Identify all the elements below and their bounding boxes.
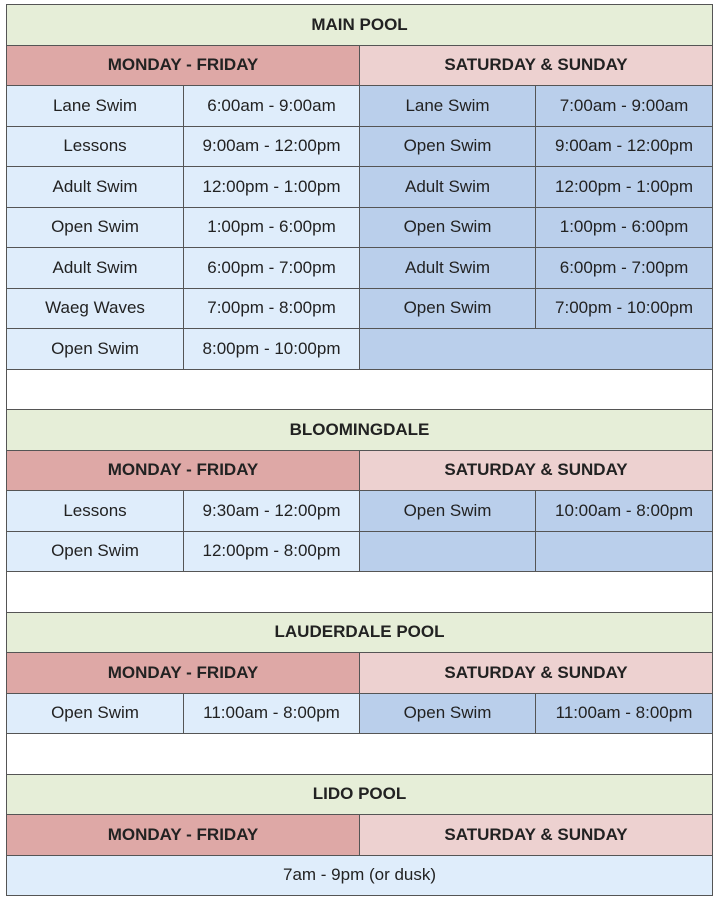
weekend-activity bbox=[360, 531, 536, 572]
weekday-time: 11:00am - 8:00pm bbox=[184, 693, 360, 734]
table-row bbox=[7, 288, 713, 329]
weekday-activity: Open Swim bbox=[7, 207, 184, 248]
weekend-activity: Open Swim bbox=[360, 288, 536, 329]
lido-hours: 7am - 9pm (or dusk) bbox=[7, 855, 713, 896]
table-row bbox=[7, 248, 713, 289]
weekday-activity: Adult Swim bbox=[7, 167, 184, 208]
table-row bbox=[7, 693, 713, 734]
lauderdale-title-row bbox=[7, 612, 713, 653]
spacer-cell bbox=[7, 734, 713, 775]
weekday-time: 7:00pm - 8:00pm bbox=[184, 288, 360, 329]
lauderdale-pool-title: LAUDERDALE POOL bbox=[7, 612, 713, 653]
weekend-time: 6:00pm - 7:00pm bbox=[536, 248, 713, 289]
bloomingdale-day-header-row bbox=[7, 450, 713, 491]
lauderdale-weekday-header: MONDAY - FRIDAY bbox=[7, 653, 360, 694]
section-spacer bbox=[7, 734, 713, 775]
weekend-activity: Adult Swim bbox=[360, 167, 536, 208]
weekday-time: 9:00am - 12:00pm bbox=[184, 126, 360, 167]
weekend-activity: Open Swim bbox=[360, 126, 536, 167]
weekday-activity: Adult Swim bbox=[7, 248, 184, 289]
pool-schedule-table bbox=[6, 4, 713, 896]
main-pool-title: MAIN POOL bbox=[7, 5, 713, 46]
weekday-time: 12:00pm - 8:00pm bbox=[184, 531, 360, 572]
table-row bbox=[7, 126, 713, 167]
weekend-activity: Open Swim bbox=[360, 693, 536, 734]
table-row bbox=[7, 86, 713, 127]
bloomingdale-title-row bbox=[7, 410, 713, 451]
weekend-time bbox=[536, 531, 713, 572]
weekday-activity: Open Swim bbox=[7, 693, 184, 734]
main-pool-weekday-header: MONDAY - FRIDAY bbox=[7, 45, 360, 86]
main-pool-day-header-row bbox=[7, 45, 713, 86]
table-row bbox=[7, 855, 713, 896]
bloomingdale-weekday-header: MONDAY - FRIDAY bbox=[7, 450, 360, 491]
table-row bbox=[7, 207, 713, 248]
weekday-time: 9:30am - 12:00pm bbox=[184, 491, 360, 532]
weekend-time: 7:00pm - 10:00pm bbox=[536, 288, 713, 329]
weekend-activity: Open Swim bbox=[360, 207, 536, 248]
lido-pool-title: LIDO POOL bbox=[7, 774, 713, 815]
table-row bbox=[7, 491, 713, 532]
table-row bbox=[7, 329, 713, 370]
weekday-time: 12:00pm - 1:00pm bbox=[184, 167, 360, 208]
weekday-activity: Waeg Waves bbox=[7, 288, 184, 329]
weekday-activity: Lessons bbox=[7, 491, 184, 532]
weekend-activity: Lane Swim bbox=[360, 86, 536, 127]
weekday-time: 1:00pm - 6:00pm bbox=[184, 207, 360, 248]
section-spacer bbox=[7, 572, 713, 613]
section-spacer bbox=[7, 369, 713, 410]
weekend-time: 10:00am - 8:00pm bbox=[536, 491, 713, 532]
spacer-cell bbox=[7, 572, 713, 613]
weekend-activity: Adult Swim bbox=[360, 248, 536, 289]
lido-weekday-header: MONDAY - FRIDAY bbox=[7, 815, 360, 856]
weekend-activity: Open Swim bbox=[360, 491, 536, 532]
weekday-activity: Open Swim bbox=[7, 329, 184, 370]
spacer-cell bbox=[7, 369, 713, 410]
weekday-activity: Lessons bbox=[7, 126, 184, 167]
main-pool-weekend-header: SATURDAY & SUNDAY bbox=[360, 45, 713, 86]
bloomingdale-title: BLOOMINGDALE bbox=[7, 410, 713, 451]
table-row bbox=[7, 531, 713, 572]
lido-weekend-header: SATURDAY & SUNDAY bbox=[360, 815, 713, 856]
weekday-activity: Open Swim bbox=[7, 531, 184, 572]
weekend-time: 11:00am - 8:00pm bbox=[536, 693, 713, 734]
table-row bbox=[7, 167, 713, 208]
weekend-time: 9:00am - 12:00pm bbox=[536, 126, 713, 167]
weekend-time: 7:00am - 9:00am bbox=[536, 86, 713, 127]
lauderdale-day-header-row bbox=[7, 653, 713, 694]
weekday-time: 6:00am - 9:00am bbox=[184, 86, 360, 127]
weekday-activity: Lane Swim bbox=[7, 86, 184, 127]
weekday-time: 6:00pm - 7:00pm bbox=[184, 248, 360, 289]
lauderdale-weekend-header: SATURDAY & SUNDAY bbox=[360, 653, 713, 694]
weekend-empty-cell bbox=[360, 329, 713, 370]
lido-title-row bbox=[7, 774, 713, 815]
weekend-time: 12:00pm - 1:00pm bbox=[536, 167, 713, 208]
bloomingdale-weekend-header: SATURDAY & SUNDAY bbox=[360, 450, 713, 491]
weekend-time: 1:00pm - 6:00pm bbox=[536, 207, 713, 248]
weekday-time: 8:00pm - 10:00pm bbox=[184, 329, 360, 370]
lido-day-header-row bbox=[7, 815, 713, 856]
main-pool-title-row bbox=[7, 5, 713, 46]
